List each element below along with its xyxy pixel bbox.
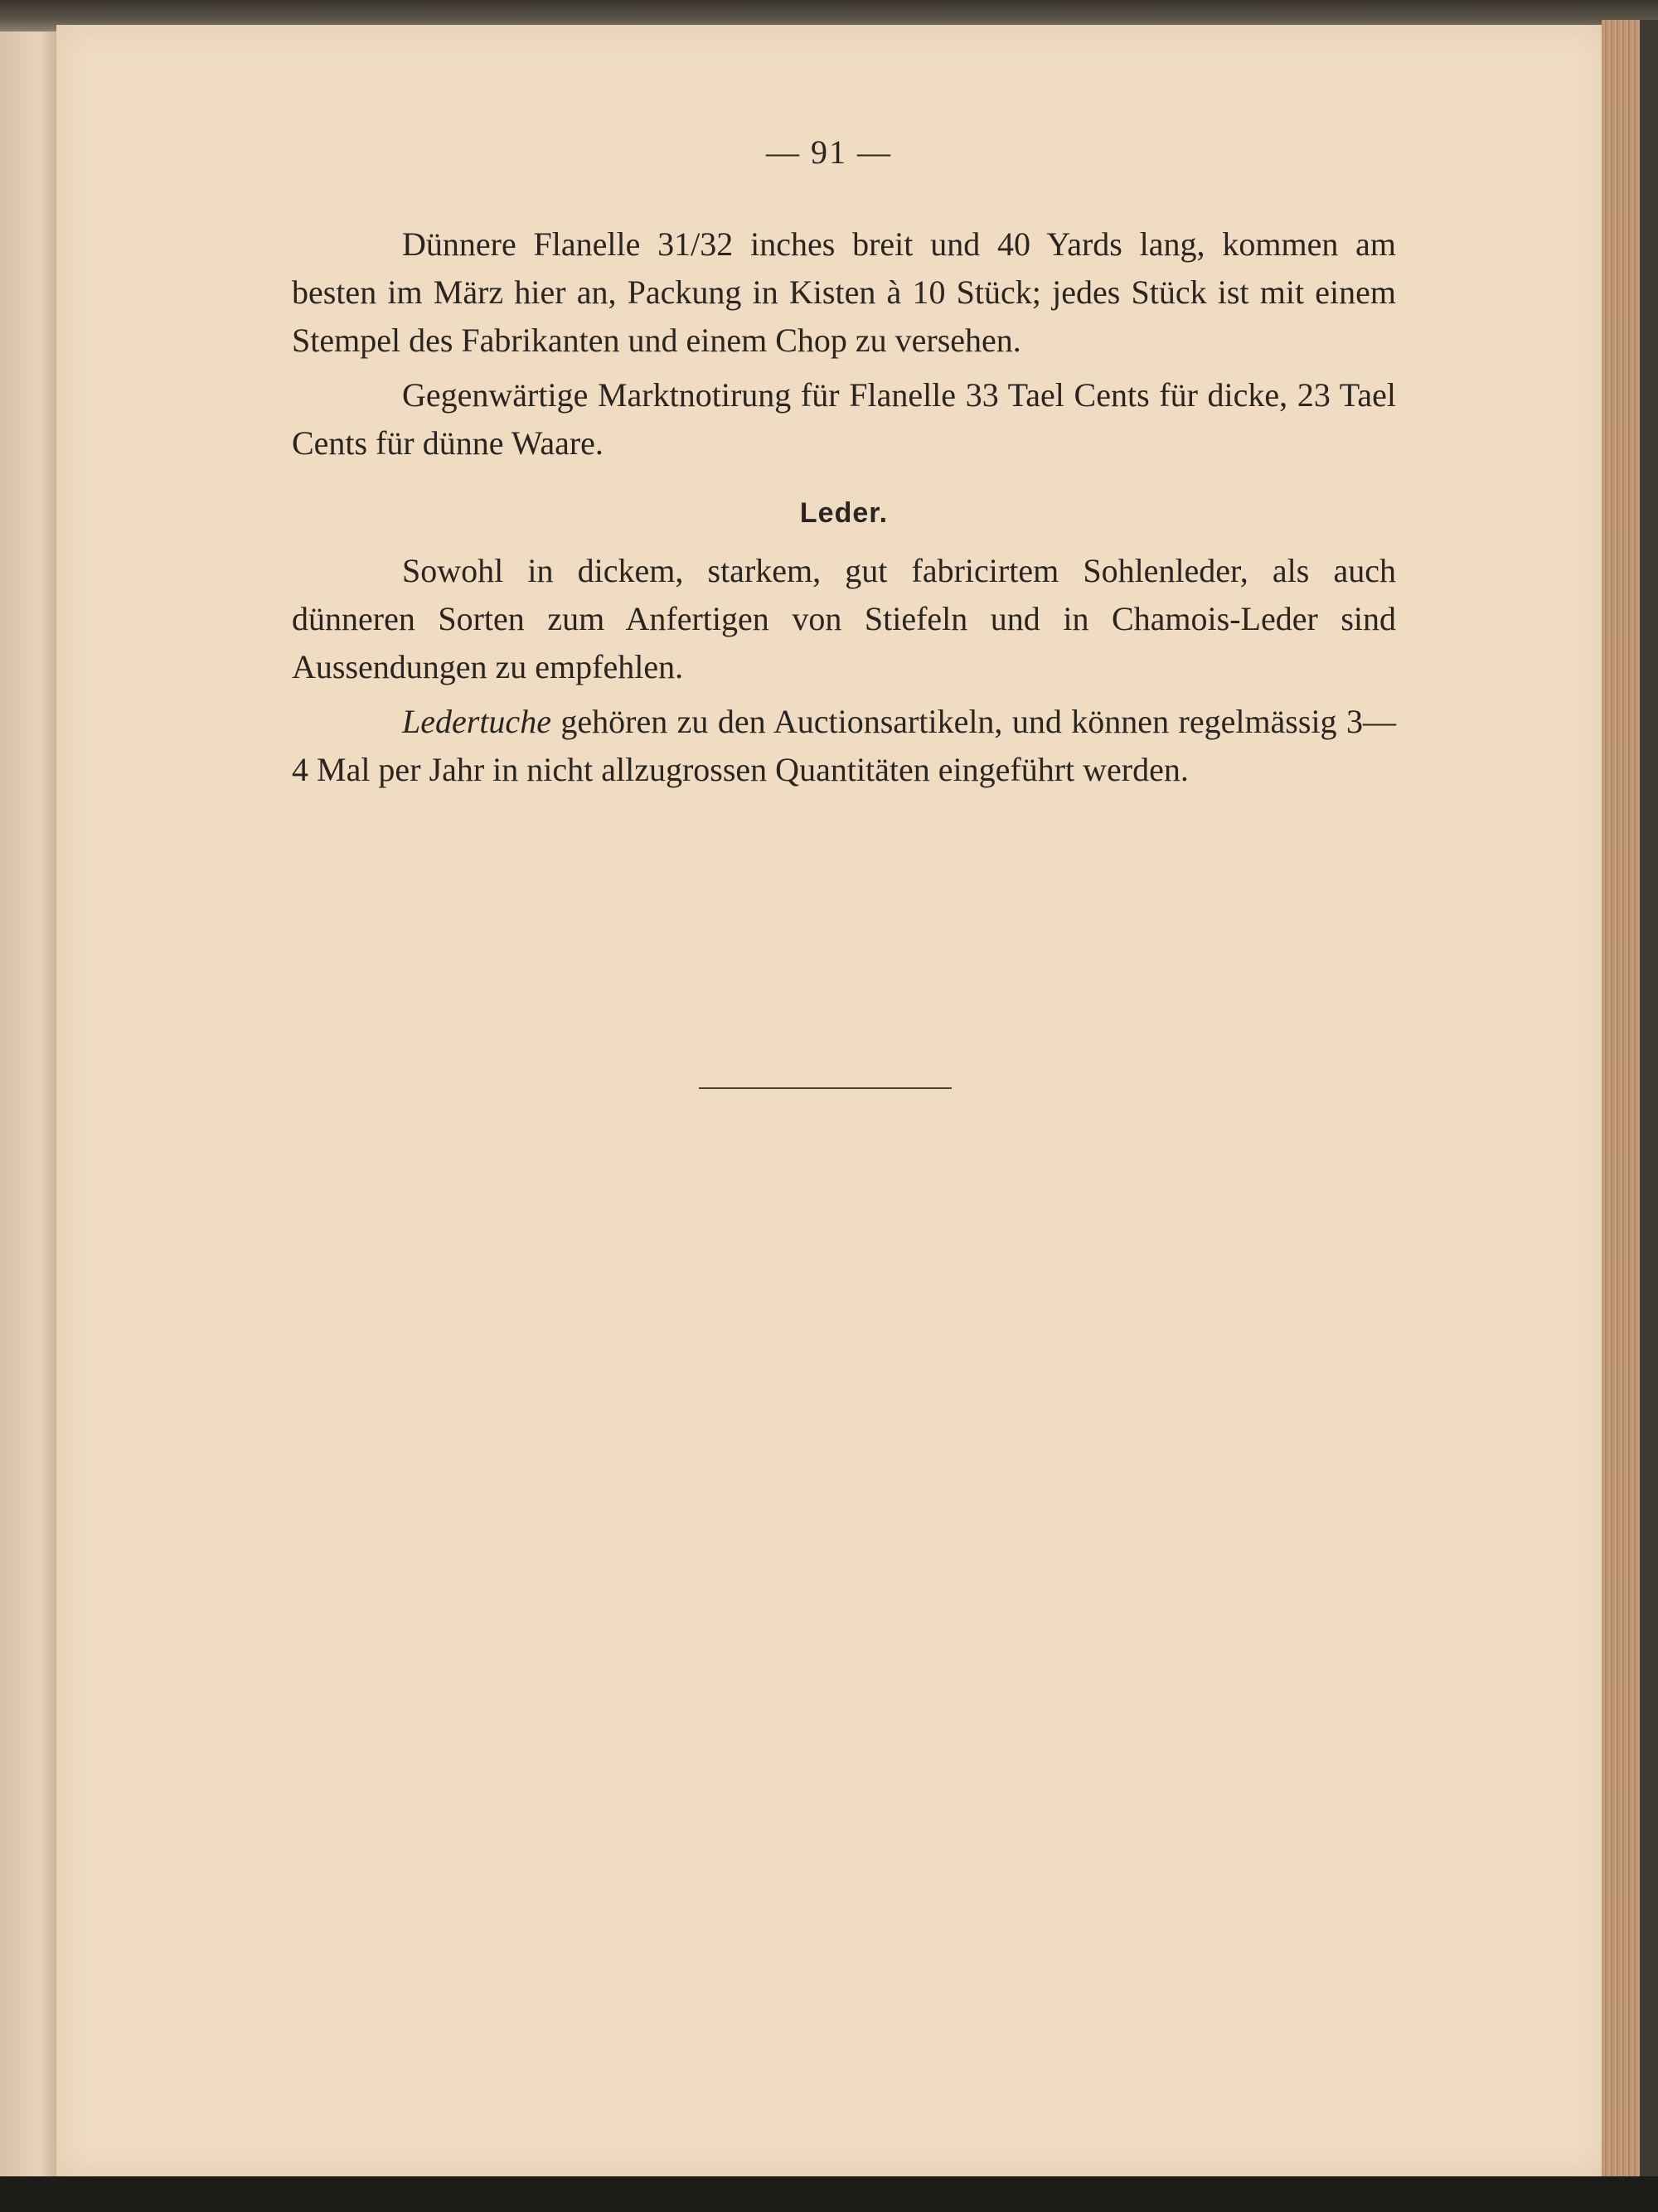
section-end-rule [699,1087,952,1089]
section-heading-leder: Leder. [799,497,889,529]
page-body [292,220,1396,794]
paragraph-ledertuche [292,698,1396,794]
paragraph-leder-soles: Sowohl in dickem, starkem, gut fabricirtem Sohlenleder, als auch dünneren Sorten zum Anfertigen von Stiefeln und in Chamois-Leder sind Aussendungen zu empfehlen. [292,552,1396,685]
paragraph-flanelle-price: Gegenwärtige Marktnotirung für Flanelle 33 Tael Cents für dicke, 23 Tael Cents für dünne Waare. [292,376,1396,462]
book-bottom-edge [0,2176,1658,2212]
ledertuche-term: Ledertuche [402,703,551,740]
facing-page-edge [0,31,56,2176]
ledertuche-text: gehören zu den Auctionsartikeln, und können regelmässig 3—4 Mal per Jahr in nicht allzugrossen Quantitäten eingeführt werden. [292,703,1396,788]
page-number: — 91 — [766,133,892,171]
page-stack-edge [1602,20,1640,2176]
book-cover-edge [1640,20,1658,2176]
paragraph-flanelle-packing: Dünnere Flanelle 31/32 inches breit und 40 Yards lang, kommen am besten im März hier an, Packung in Kisten à 10 Stück; jedes Stück ist mit einem Stempel des Fabrikanten und einem Chop zu versehen. [292,225,1396,359]
